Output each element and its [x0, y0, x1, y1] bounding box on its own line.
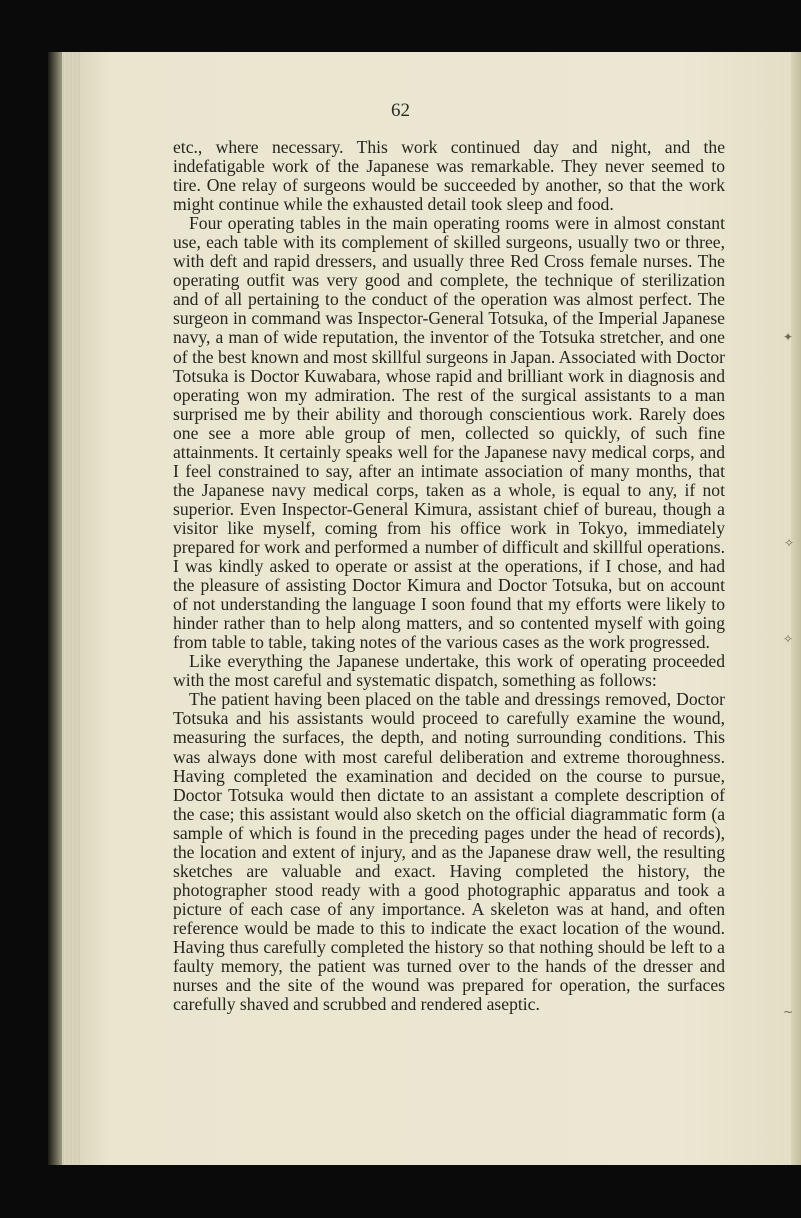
paragraph: Like everything the Japanese undertake, this work of operating proceeded with the most careful and systematic dispatch, something as follows: [173, 651, 725, 691]
margin-mark: ✧ [784, 536, 795, 550]
paragraph: etc., where necessary. This work continued day and night, and the indefatigable work of the Japanese was remarkable. They never seemed to tire. One relay of surgeons would be succeeded by another, so that the work might continue while the exhausted detail took sleep and food. [173, 137, 725, 215]
margin-mark: ✦ [783, 330, 794, 344]
margin-mark: ✧ [783, 632, 794, 646]
body-text [173, 138, 725, 1014]
paragraph: The patient having been placed on the table and dressings removed, Doctor Totsuka and his assistants would proceed to carefully examine the wound, measuring the surfaces, the depth, and noting surrounding conditions. This was always done with most careful deliberation and extreme thoroughness. Having completed the examination and decided on the course to pursue, Doctor Totsuka would then dictate to an assistant a complete description of the case; this assistant would also sketch on the official diagrammatic form (a sample of which is found in the preceding pages under the head of records), the location and extent of injury, and as the Japanese draw well, the resulting sketches are valuable and exact. Having completed the history, the photographer stood ready with a good photographic apparatus and took a picture of each case of any importance. A skeleton was at hand, and often reference would be made to this to indicate the exact location of the wound. Having thus carefully completed the history so that nothing should be left to a faulty memory, the patient was turned over to the hands of the dresser and nurses and the site of the wound was prepared for operation, the surfaces carefully shaved and scrubbed and rendered aseptic. [173, 689, 725, 1015]
margin-mark: ~ [783, 1005, 794, 1019]
right-page-edge [791, 52, 801, 1165]
paragraph: Four operating tables in the main operating rooms were in almost constant use, each table with its complement of skilled surgeons, usually two or three, with deft and rapid dressers, and usually three Red Cross female nurses. The operating outfit was very good and complete, the technique of sterilization and of all pertaining to the conduct of the operation was almost perfect. The surgeon in command was Inspector-General Totsuka, of the Imperial Japanese navy, a man of wide reputation, the inventor of the Totsuka stretcher, and one of the best known and most skillful surgeons in Japan. Associated with Doctor Totsuka is Doctor Kuwabara, whose rapid and brilliant work in diagnosis and operating won my admiration. The rest of the surgical assistants to a man surprised me by their ability and thorough conscientious work. Rarely does one see a more able group of men, collected so quickly, of such fine attainments. It certainly speaks well for the Japanese navy medical corps, and I feel constrained to say, after an intimate association of many months, that the Japanese navy medical corps, taken as a whole, is equal to any, if not superior. Even Inspector-General Kimura, assistant chief of bureau, though a visitor like myself, coming from his office work in Tokyo, immediately prepared for work and performed a number of difficult and skillful operations. I was kindly asked to operate or assist at the operations, if I chose, and had the pleasure of assisting Doctor Kimura and Doctor Totsuka, but on account of not understanding the language I soon found that my efforts were likely to hinder rather than to help along matters, and so contented myself with going from table to table, taking notes of the various cases as the work progressed. [173, 213, 725, 653]
page-number: 62 [391, 100, 410, 121]
